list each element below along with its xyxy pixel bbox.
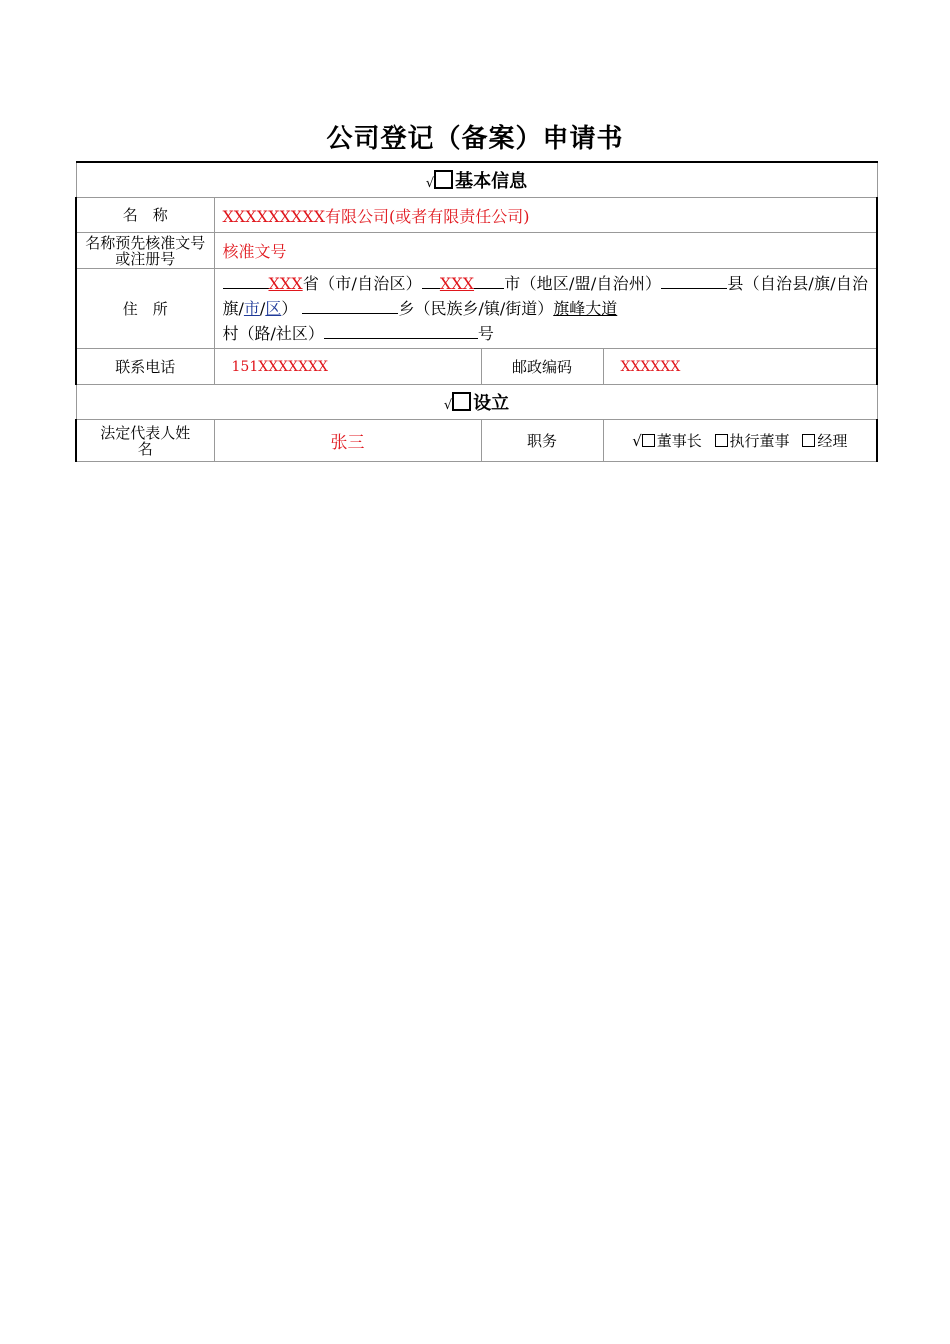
- town-blank: [302, 296, 398, 314]
- rep-field[interactable]: [214, 420, 481, 462]
- check-mark: √: [443, 398, 453, 413]
- phone-label: 联系电话: [76, 349, 214, 385]
- address-label: 住 所: [76, 269, 214, 349]
- postcode-field[interactable]: [603, 349, 877, 385]
- checkbox-chairman[interactable]: [642, 434, 655, 447]
- checkbox-setup[interactable]: [452, 392, 471, 411]
- row-address: [76, 269, 877, 349]
- option-executive-director: 执行董事: [729, 432, 790, 450]
- address-blank: [422, 271, 440, 289]
- name-field[interactable]: [214, 198, 877, 233]
- application-form: [75, 161, 878, 462]
- prereg-field[interactable]: [214, 233, 877, 269]
- province-value: XXX: [268, 274, 303, 293]
- check-mark: √: [632, 432, 642, 450]
- prereg-label: 名称预先核准文号或注册号: [76, 233, 214, 269]
- section-basic-info: [76, 162, 877, 198]
- row-name: [76, 198, 877, 233]
- check-mark: √: [425, 176, 435, 191]
- company-name-value: XXXXXXXXX有限公司(或者有限责任公司): [222, 206, 530, 226]
- rep-value: 张三: [330, 433, 365, 453]
- page-title: 公司登记（备案）申请书: [326, 124, 624, 154]
- option-manager: 经理: [817, 432, 848, 450]
- position-label: 职务: [481, 420, 603, 462]
- row-contact: [76, 349, 877, 385]
- section-setup: [76, 385, 877, 420]
- address-blank: [223, 271, 269, 289]
- postcode-label: 邮政编码: [481, 349, 603, 385]
- section-heading-basic-info: 基本信息: [455, 171, 528, 192]
- checkbox-executive-director[interactable]: [715, 434, 728, 447]
- phone-value: 151XXXXXXX: [231, 358, 328, 375]
- phone-field[interactable]: [214, 349, 481, 385]
- option-city[interactable]: 市: [243, 299, 260, 318]
- county-blank: [661, 271, 727, 289]
- option-chairman: 董事长: [656, 432, 702, 450]
- postcode-value: XXXXXX: [620, 358, 681, 375]
- checkbox-manager[interactable]: [802, 434, 815, 447]
- name-label: 名 称: [76, 198, 214, 233]
- number-blank: [324, 321, 478, 339]
- street-value: 旗峰大道: [553, 299, 618, 318]
- rep-label: 法定代表人姓名: [76, 420, 214, 462]
- row-legal-rep: [76, 420, 877, 462]
- position-options: [603, 420, 877, 462]
- section-heading-setup: 设立: [473, 393, 510, 414]
- prereg-value: 核准文号: [222, 242, 287, 261]
- city-value: XXX: [439, 274, 475, 293]
- address-field[interactable]: XXX省（市/自治区） XXX 市（地区/盟/自治州） 县（自治县/旗/自治旗/市/区） 乡（民族乡/镇/街道）旗峰大道 村（路/社区） 号: [214, 269, 877, 349]
- option-district[interactable]: 区: [265, 299, 282, 318]
- address-blank: [474, 271, 504, 289]
- row-prereg: [76, 233, 877, 269]
- checkbox-basic-info[interactable]: [434, 170, 453, 189]
